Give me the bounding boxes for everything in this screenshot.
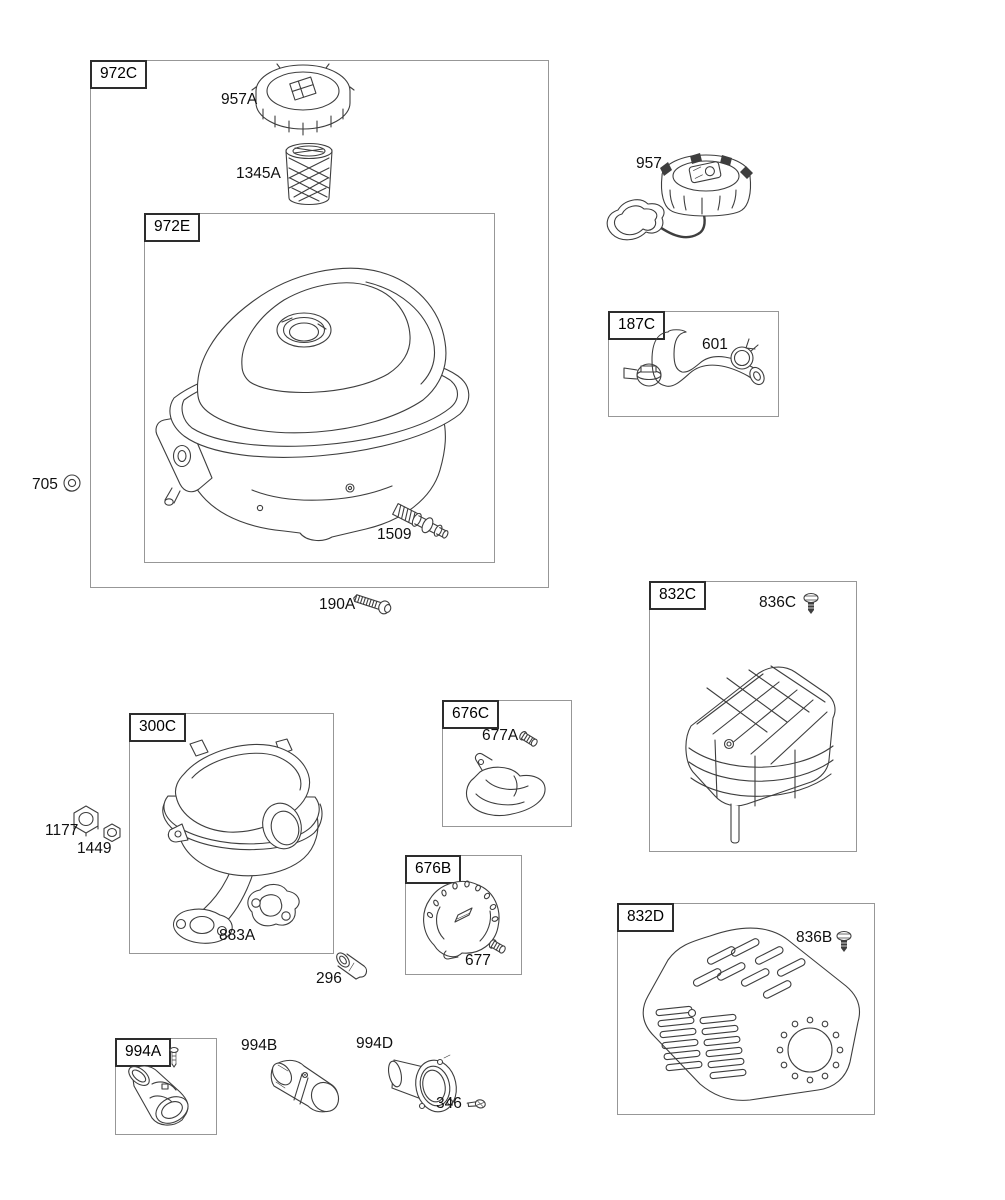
part-label-994B: 994B [241, 1037, 278, 1054]
fuel-valve-1509-drawing [390, 494, 456, 552]
part-label-1509: 1509 [377, 526, 412, 543]
part-label-601: 601 [702, 336, 728, 353]
part-label-836C: 836C [759, 594, 797, 611]
fuel-cap-957A-drawing [250, 60, 356, 142]
part-label-705: 705 [32, 476, 58, 493]
part-label-957: 957 [636, 155, 662, 172]
part-label-677: 677 [465, 952, 491, 969]
part-label-296: 296 [316, 970, 342, 987]
screw-836C-drawing [801, 592, 821, 618]
part-label-1449: 1449 [77, 840, 112, 857]
muffler-guard-drawing [655, 628, 851, 846]
muffler-shield-drawing [628, 922, 868, 1112]
callout-label-676C: 676C [442, 700, 499, 729]
fuel-cap-957-drawing [598, 138, 764, 258]
callout-label-676B: 676B [405, 855, 461, 884]
part-label-836B: 836B [796, 929, 833, 946]
part-label-994D: 994D [356, 1035, 394, 1052]
callout-label-972E: 972E [144, 213, 200, 242]
hose-and-clamps-drawing [612, 318, 774, 412]
callout-label-832C: 832C [649, 581, 706, 610]
part-label-346: 346 [436, 1095, 462, 1112]
callout-label-187C: 187C [608, 311, 665, 340]
elbow-pipe-drawing [122, 1042, 214, 1130]
muffler-drawing [134, 732, 330, 947]
callout-label-300C: 300C [129, 713, 186, 742]
screw-346-drawing [463, 1094, 489, 1116]
part-label-883A: 883A [219, 927, 256, 944]
guard-plate-drawing [410, 875, 516, 971]
callout-label-832D: 832D [617, 903, 674, 932]
fuel-filter-drawing [283, 142, 335, 208]
part-label-677A: 677A [482, 727, 519, 744]
callout-label-972C: 972C [90, 60, 147, 89]
callout-label-994A: 994A [115, 1038, 171, 1067]
part-label-957A: 957A [221, 91, 258, 108]
part-label-190A: 190A [319, 596, 356, 613]
bolt-190A-drawing [350, 592, 400, 624]
washer-705-drawing [60, 472, 84, 496]
part-label-1345A: 1345A [236, 165, 281, 182]
pipe-994B-drawing [268, 1052, 346, 1114]
screw-836B-drawing [834, 930, 854, 956]
part-label-1177: 1177 [45, 822, 79, 839]
